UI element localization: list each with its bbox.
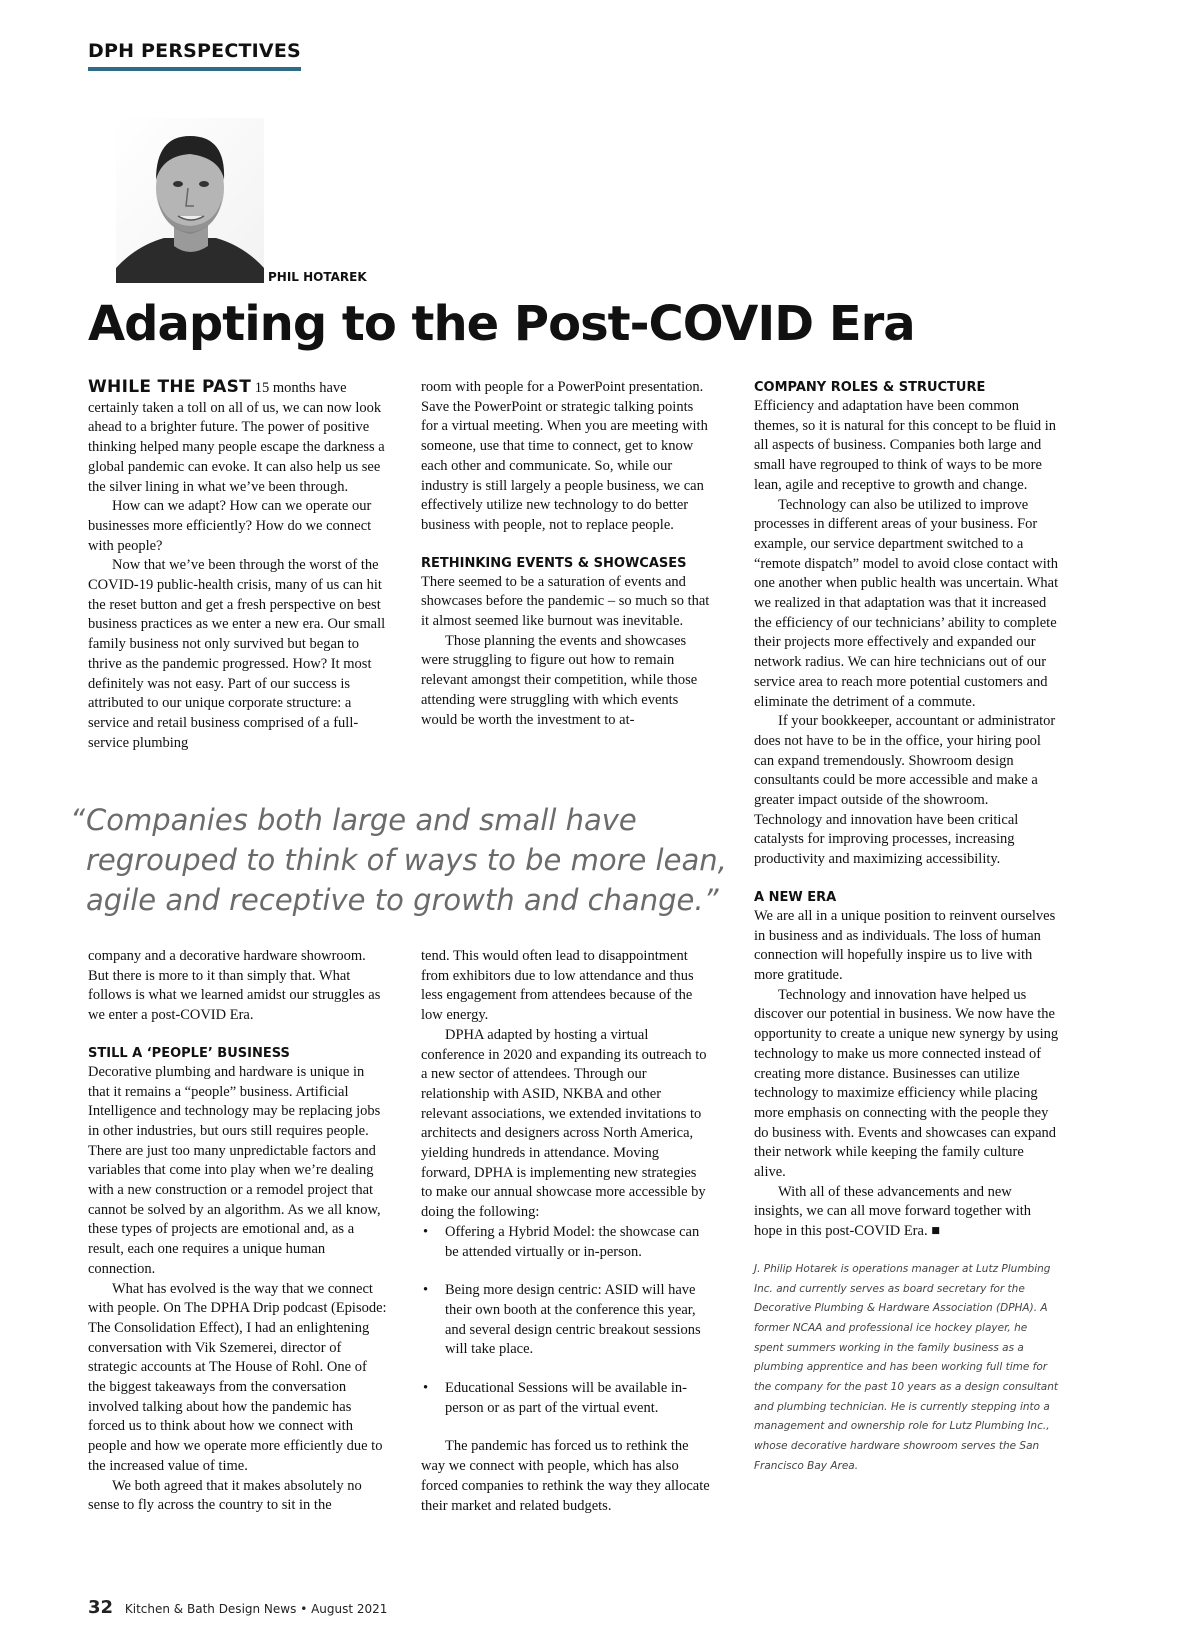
subhead-people-business: STILL A ‘PEOPLE’ BUSINESS [88,1045,290,1061]
list-item: • Being more design centric: ASID will have their own booth at the conference this year, and several design centric breakout sessions will take place. [421,1281,711,1360]
subhead-company-roles: COMPANY ROLES & STRUCTURE [754,380,986,395]
author-bio: J. Philip Hotarek is operations manager at Lutz Plumbing Inc. and currently serves as board secretary for the Decorative Plumbing & Hardware Association (DPHA). A former NCAA and professional ice hockey player, he spent summers working in the family business as a plumbing apprentice and has been working full time for the company for the past 10 years as a design consultant and plumbing technician. He is currently stepping into a management and ownership role for Lutz Plumbing Inc., whose decorative hardware showroom serves the San Francisco Bay Area. [754,1262,1059,1472]
headline: Adapting to the Post-COVID Era [88,296,915,352]
paragraph: If your bookkeeper, accountant or administrator does not have to be in the office, your hiring pool can expand tremendously. Showroom design consultants could be more accessible and make a greater impact outside of the showroom. Technology and innovation have been critical catalysts for improving processes, increasing productivity and maximizing accessibility. [754,713,1056,868]
paragraph: How can we adapt? How can we operate our businesses more efficiently? How do we connect with people? [88,498,372,554]
paragraph: company and a decorative hardware showroom. But there is more to it than simply that. What follows is what we learned amidst our struggles as we enter a post-COVID Era. [88,948,381,1024]
column-3 [754,378,1059,1477]
bullet-list [421,1223,711,1419]
paragraph: We both agreed that it makes absolutely no sense to fly across the country to sit in the [88,1477,362,1514]
list-item: • Educational Sessions will be available in-person or as part of the virtual event. [421,1379,711,1418]
paragraph: Those planning the events and showcases were struggling to figure out how to remain relevant amongst their competition, while those attending were struggling with which events would be worth the investment to at- [421,632,698,728]
footer-separator: • [300,1602,308,1616]
lead-in: WHILE THE PAST [88,377,252,397]
publication-name: Kitchen & Bath Design News [124,1602,297,1616]
paragraph: Now that we’ve been through the worst of the COVID-19 public-health crisis, many of us can hit the reset button and get a fresh perspective on best business practices as we enter a new era. Our small family business not only survived but began to thrive as the pandemic progressed. How? It most definitely was not easy. Part of our success is attributed to our unique corporate structure: a service and retail business comprised of a full-service plumbing [88,557,386,751]
author-portrait [116,118,264,283]
pull-quote-text: Companies both large and small have regrouped to think of ways to be more lean, agile and receptive to growth and change.” [86,803,727,917]
paragraph: What has evolved is the way that we connect with people. On The DPHA Drip podcast (Episode: The Consolidation Effect), I had an enlightening conversation with Vik Szemerei, director of strategic accounts at The House of Rohl. One of the biggest takeaways from the conversation involved talking about how the pandemic has forced us to think about how we connect with people and how we operate more efficiently due to the increased value of time. [88,1280,387,1474]
page-number: 32 [88,1597,114,1618]
pull-quote-open-mark: “ [70,803,86,837]
page-footer [88,1597,387,1618]
column-1-top [88,378,388,753]
paragraph: Technology and innovation have helped us discover our potential in business. We now have the opportunity to create a unique new synergy by using technology to make us more connected instead of creating more distance. Businesses can utilize technology to maximize efficiency while placing more emphasis on connecting with the people they do business with. Events and showcases can expand their network while keeping the family culture alive. [754,986,1059,1181]
paragraph: room with people for a PowerPoint presentation. Save the PowerPoint or strategic talking points for a virtual meeting. When you are meeting with someone, use that time to connect, get to know each other and communicate. So, while our industry is still largely a people business, we can effectively utilize new technology to do better business with people, not to replace people. [421,379,708,533]
paragraph: The pandemic has forced us to rethink the way we connect with people, which has also forced companies to rethink the way they allocate their market and related budgets. [421,1438,710,1514]
subhead-rethinking-events: RETHINKING EVENTS & SHOWCASES [421,555,687,571]
end-mark-icon: ■ [931,1223,940,1240]
issue-date: August 2021 [311,1602,388,1616]
paragraph: DPHA adapted by hosting a virtual conference in 2020 and expanding its outreach to a new sector of attendees. Through our relationship with ASID, NKBA and other relevant associations, we extended invitations to architects and designers across North America, yielding hundreds in attendance. Moving forward, DPHA is implementing new strategies to make our annual showcase more accessible by doing the following: [421,1026,707,1221]
paragraph: We are all in a unique position to reinvent ourselves in business and as individuals. The loss of human connection will hopefully inspire us to live with more gratitude. [754,907,1056,983]
subhead-new-era: A NEW ERA [754,889,837,905]
paragraph: WHILE THE PAST 15 months have certainly taken a toll on all of us, we can now look ahead to a brighter future. The power of positive thinking helped many people escape the darkness a global pandemic can evoke. It can also help us see the silver lining in what we’ve been through. [88,377,385,495]
paragraph: Technology can also be utilized to improve processes in different areas of your business. For example, our service department switched to a “remote dispatch” model to avoid close contact with one another when public health was uncertain. What we realized in that adaptation was that it increased the efficiency of our technicians’ ability to complete their projects more effectively and expanded our network radius. We can hire technicians out of our service area to reach more potential customers and eliminate the detriment of a commute. [754,496,1059,710]
paragraph: Efficiency and adaptation have been common themes, so it is natural for this concept to be fluid in all aspects of business. Companies both large and small have regrouped to think of ways to be more lean, agile and receptive to growth and change. [754,398,1057,493]
pull-quote [70,800,735,920]
section-label: DPH PERSPECTIVES [88,40,301,71]
column-2-top [421,378,711,730]
paragraph: tend. This would often lead to disappointment from exhibitors due to low attendance and thus less engagement from attendees because of the low energy. [421,948,694,1024]
author-byline: PHIL HOTAREK [268,270,367,284]
column-1-bottom [88,947,388,1516]
column-2-bottom [421,947,711,1516]
paragraph: With all of these advancements and new insights, we can all move forward together with hope in this post-COVID Era. ■ [754,1183,1032,1240]
paragraph: There seemed to be a saturation of events and showcases before the pandemic – so much so that it almost seemed like burnout was inevitable. [421,573,710,630]
list-item: • Offering a Hybrid Model: the showcase can be attended virtually or in-person. [421,1223,711,1262]
paragraph: Decorative plumbing and hardware is unique in that it remains a “people” business. Artificial Intelligence and technology may be replacing jobs in other industries, but ours still requires people. There are just too many unpredictable factors and variables that come into play when we’re dealing with a new construction or a remodel project that cannot be solved by an algorithm. As we all know, these types of projects are emotional and, as a result, each one requires a unique human connection. [88,1063,381,1277]
